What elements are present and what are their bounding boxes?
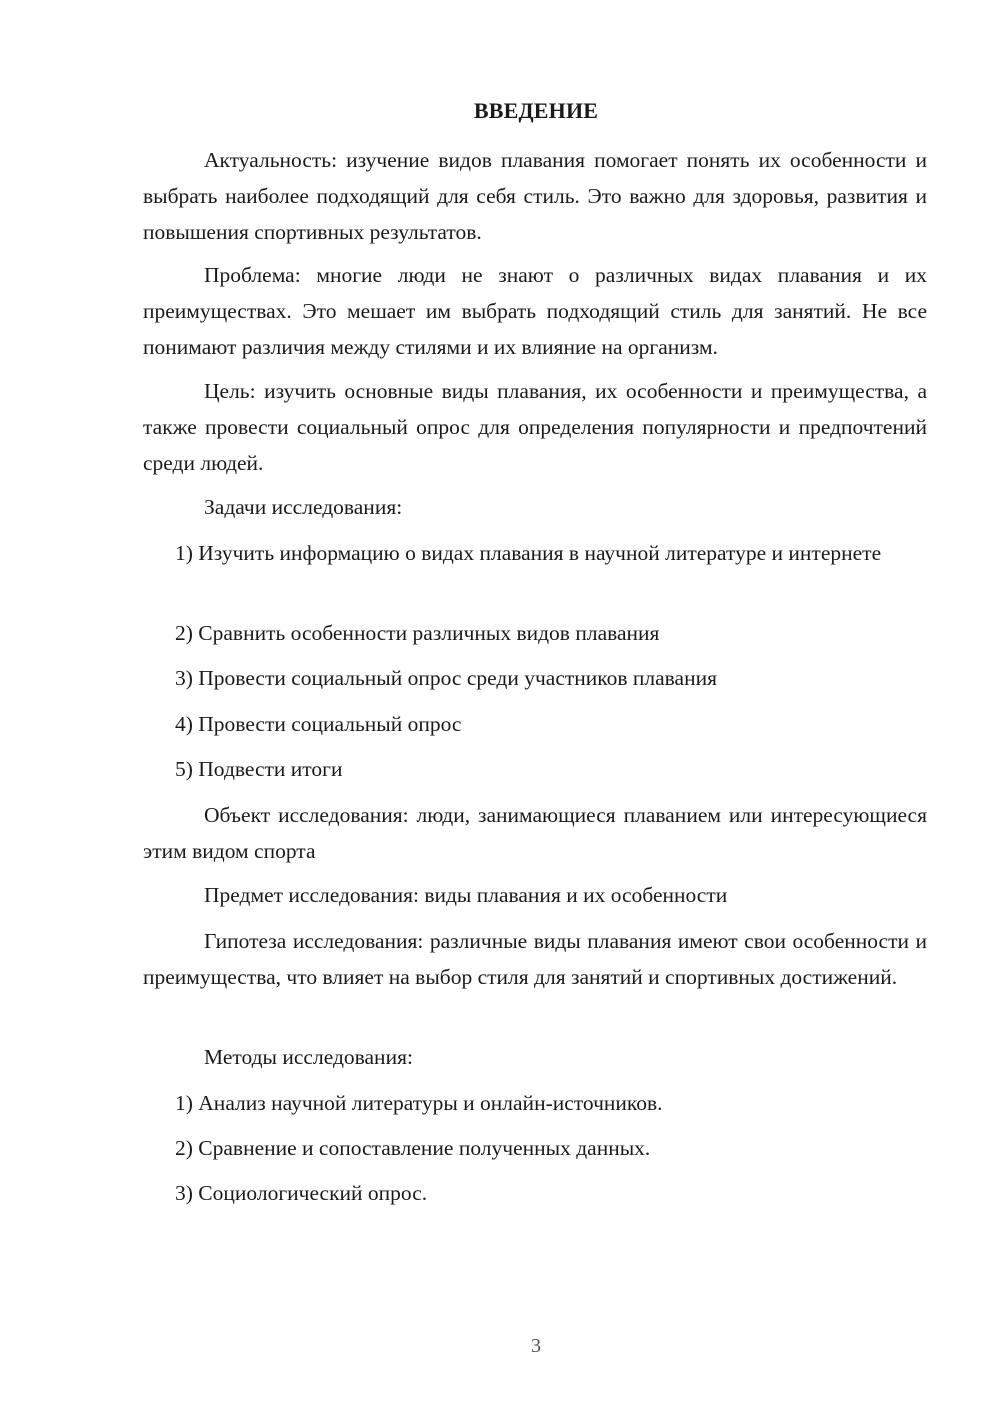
- task-item: 5) Подвести итоги: [175, 757, 343, 781]
- task-item: 2) Сравнить особенности различных видов плавания: [175, 621, 660, 645]
- methods-heading: Методы исследования:: [204, 1045, 413, 1069]
- method-item: 2) Сравнение и сопоставление полученных данных.: [175, 1136, 651, 1160]
- paragraph-hypothesis: Гипотеза исследования: различные виды плавания имеют свои особенности и преимущества, что влияет на выбор стиля для занятий и спортивных достижений.: [143, 929, 927, 989]
- section-title: ВВЕДЕНИЕ: [473, 98, 599, 123]
- method-item: 1) Анализ научной литературы и онлайн-источников.: [175, 1091, 663, 1115]
- paragraph-problem: Проблема: многие люди не знают о различных видах плавания и их преимуществах. Это мешает им выбрать подходящий стиль для занятий. Не все понимают различия между стилями и их влияние на организм.: [143, 263, 927, 359]
- paragraph-actuality: Актуальность: изучение видов плавания помогает понять их особенности и выбрать наиболее подходящий для себя стиль. Это важно для здоровья, развития и повышения спортивных результатов.: [143, 148, 927, 244]
- method-item: 3) Социологический опрос.: [175, 1181, 428, 1205]
- paragraph-subject: Предмет исследования: виды плавания и их особенности: [204, 883, 728, 907]
- task-item: 3) Провести социальный опрос среди участников плавания: [175, 666, 717, 690]
- tasks-heading: Задачи исследования:: [204, 495, 403, 519]
- task-item: 4) Провести социальный опрос: [175, 712, 462, 736]
- paragraph-goal: Цель: изучить основные виды плавания, их особенности и преимущества, а также провести социальный опрос для определения популярности и предпочтений среди людей.: [143, 379, 927, 475]
- task-item: 1) Изучить информацию о видах плавания в научной литературе и интернете: [175, 541, 882, 565]
- paragraph-object: Объект исследования: люди, занимающиеся плаванием или интересующиеся этим видом спорта: [143, 803, 927, 863]
- page-number: 3: [531, 1335, 541, 1357]
